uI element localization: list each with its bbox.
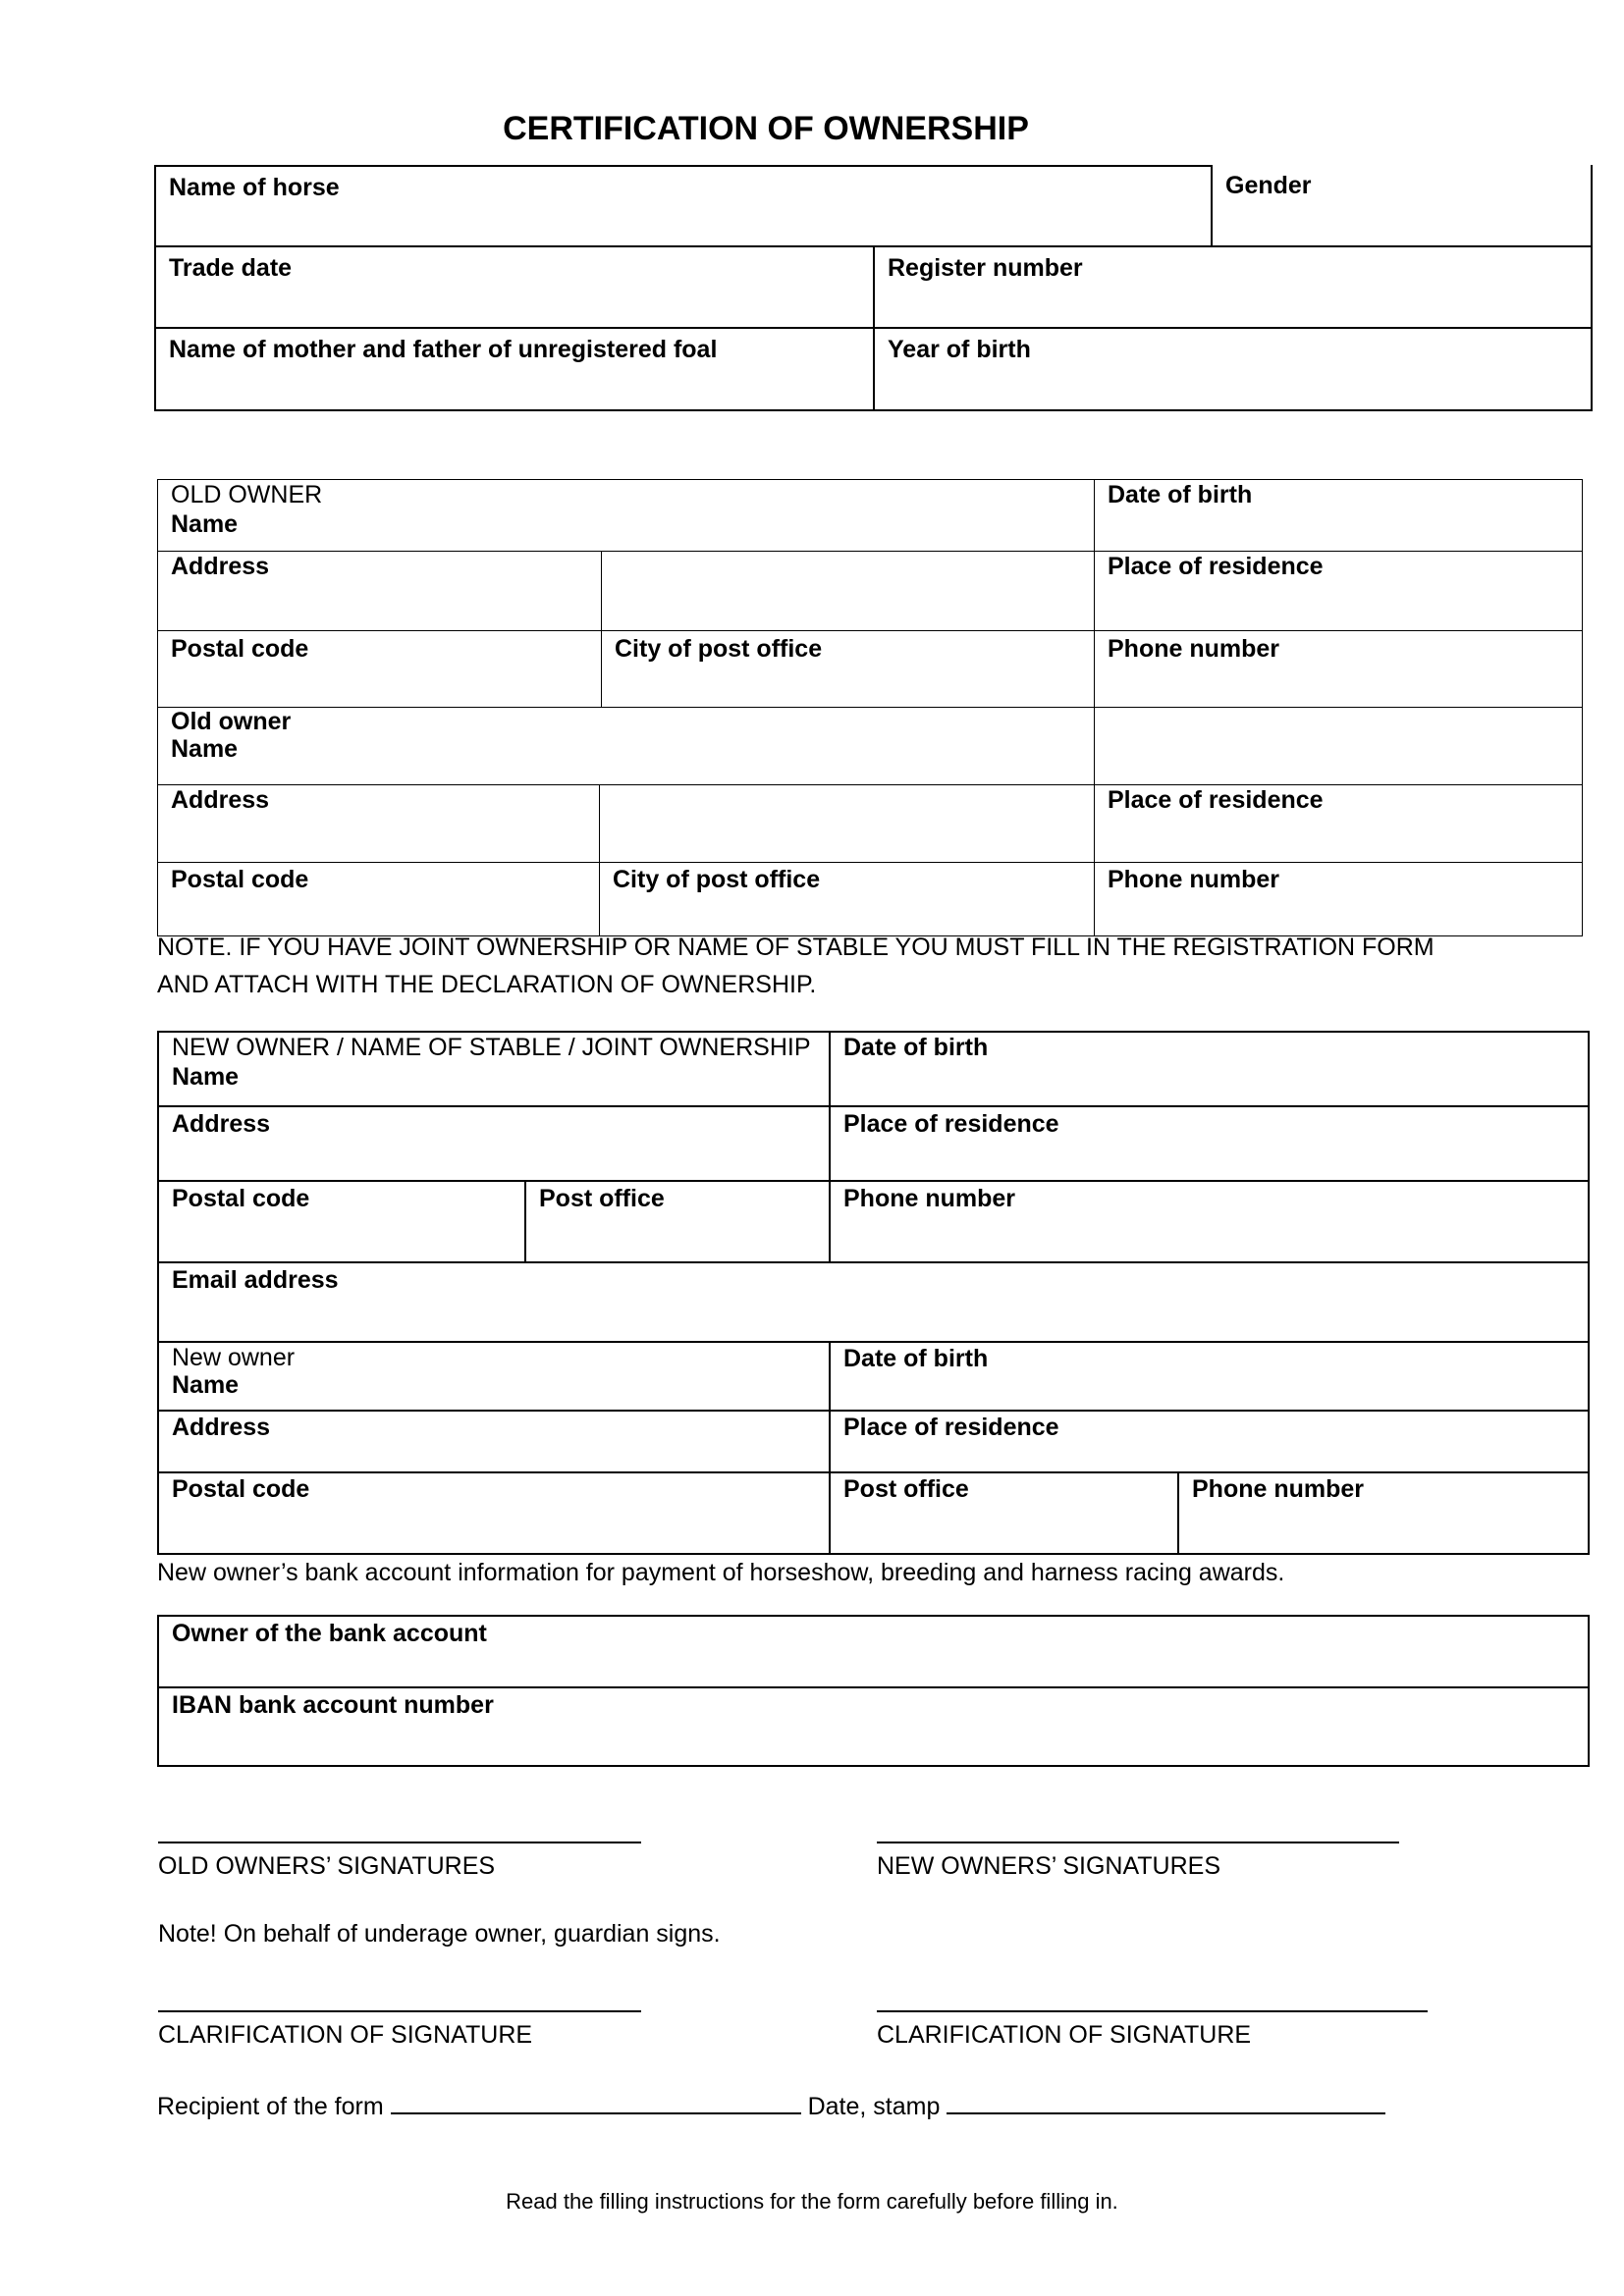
new-owner-residence-label: Place of residence <box>843 1110 1059 1138</box>
register-number-label: Register number <box>888 254 1083 282</box>
new-owner-2-dob-label: Date of birth <box>843 1345 989 1372</box>
recipient-row <box>157 2087 1385 2121</box>
old-owner-2-address-label: Address <box>171 786 270 814</box>
old-owner-2-header: Old owner <box>171 708 292 735</box>
gender-field[interactable] <box>1211 165 1593 247</box>
horse-name-field[interactable] <box>154 165 1213 247</box>
page-title: CERTIFICATION OF OWNERSHIP <box>503 110 1029 147</box>
recipient-label: Recipient of the form <box>157 2093 384 2120</box>
old-owner-2-city-field[interactable] <box>599 862 1095 936</box>
old-owner-address-label: Address <box>171 553 270 580</box>
new-owner-2-postal-field[interactable] <box>157 1471 831 1555</box>
old-owner-2-name-label: Name <box>171 735 239 763</box>
parents-field[interactable] <box>154 327 875 411</box>
footer-instructions: Read the filling instructions for the form carefully before filling in. <box>506 2189 1118 2214</box>
new-owner-2-dob-field[interactable] <box>829 1341 1590 1412</box>
new-owner-2-header: New owner <box>172 1344 296 1371</box>
old-owner-2-phone-field[interactable] <box>1094 862 1583 936</box>
new-owner-email-label: Email address <box>172 1266 339 1294</box>
old-owner-2-city-label: City of post office <box>613 866 821 893</box>
old-owner-postal-field[interactable] <box>157 630 602 708</box>
date-stamp-blank[interactable] <box>947 2087 1385 2114</box>
underage-note: Note! On behalf of underage owner, guardian signs. <box>158 1920 721 1948</box>
old-owners-signature-label: OLD OWNERS’ SIGNATURES <box>158 1852 496 1880</box>
new-owner-residence-field[interactable] <box>829 1105 1590 1182</box>
new-owner-post-office-field[interactable] <box>524 1180 831 1263</box>
old-owner-residence-label: Place of residence <box>1108 553 1324 580</box>
new-owner-2-address-label: Address <box>172 1414 271 1441</box>
new-owner-2-phone-label: Phone number <box>1192 1475 1365 1503</box>
trade-date-field[interactable] <box>154 245 875 329</box>
iban-field[interactable] <box>157 1686 1590 1767</box>
clarification-left-label: CLARIFICATION OF SIGNATURE <box>158 2021 533 2049</box>
bank-owner-label: Owner of the bank account <box>172 1620 487 1647</box>
old-owners-signature-line[interactable] <box>158 1842 641 1843</box>
joint-ownership-note-line1: NOTE. IF YOU HAVE JOINT OWNERSHIP OR NAME OF STABLE YOU MUST FILL IN THE REGISTRATION FORM <box>157 934 1435 961</box>
old-owner-2-dob-field[interactable] <box>1094 707 1583 785</box>
new-owner-2-residence-label: Place of residence <box>843 1414 1059 1441</box>
old-owner-2-phone-label: Phone number <box>1108 866 1280 893</box>
clarification-right-label: CLARIFICATION OF SIGNATURE <box>877 2021 1252 2049</box>
new-owner-postal-label: Postal code <box>172 1185 310 1212</box>
old-owner-phone-label: Phone number <box>1108 635 1280 663</box>
new-owner-2-post-office-field[interactable] <box>829 1471 1179 1555</box>
new-owner-postal-field[interactable] <box>157 1180 526 1263</box>
new-owner-2-address-field[interactable] <box>157 1410 831 1473</box>
old-owner-city-field[interactable] <box>601 630 1095 708</box>
new-owner-name-field[interactable] <box>157 1031 831 1107</box>
new-owner-2-postal-label: Postal code <box>172 1475 310 1503</box>
register-number-field[interactable] <box>873 245 1593 329</box>
new-owner-phone-label: Phone number <box>843 1185 1016 1212</box>
bank-owner-field[interactable] <box>157 1615 1590 1688</box>
new-owner-name-label: Name <box>172 1063 240 1091</box>
old-owner-dob-field[interactable] <box>1094 479 1583 552</box>
new-owner-2-name-label: Name <box>172 1371 240 1399</box>
old-owner-2-residence-label: Place of residence <box>1108 786 1324 814</box>
old-owner-dob-label: Date of birth <box>1108 481 1253 508</box>
bank-intro-text: New owner’s bank account information for payment of horseshow, breeding and harness racing awards. <box>157 1559 1285 1586</box>
new-owner-phone-field[interactable] <box>829 1180 1590 1263</box>
old-owner-2-postal-field[interactable] <box>157 862 600 936</box>
new-owner-dob-field[interactable] <box>829 1031 1590 1107</box>
recipient-blank[interactable] <box>391 2087 801 2114</box>
old-owner-address-field[interactable] <box>157 551 602 631</box>
new-owner-2-phone-field[interactable] <box>1177 1471 1590 1555</box>
new-owner-post-office-label: Post office <box>539 1185 665 1212</box>
iban-label: IBAN bank account number <box>172 1691 494 1719</box>
new-owner-address-field[interactable] <box>157 1105 831 1182</box>
old-owner-postal-label: Postal code <box>171 635 309 663</box>
old-owner-name-field[interactable] <box>157 479 1095 552</box>
old-owner-phone-field[interactable] <box>1094 630 1583 708</box>
old-owner-residence-field[interactable] <box>1094 551 1583 631</box>
old-owner-2-postal-label: Postal code <box>171 866 309 893</box>
old-owner-2-residence-field[interactable] <box>1094 784 1583 863</box>
new-owners-signature-line[interactable] <box>877 1842 1399 1843</box>
new-owner-dob-label: Date of birth <box>843 1034 989 1061</box>
new-owner-address-label: Address <box>172 1110 271 1138</box>
old-owner-address-extra-field[interactable] <box>601 551 1095 631</box>
old-owner-city-label: City of post office <box>615 635 823 663</box>
year-of-birth-label: Year of birth <box>888 336 1031 363</box>
new-owner-2-residence-field[interactable] <box>829 1410 1590 1473</box>
clarification-right-line[interactable] <box>877 2010 1428 2012</box>
horse-name-label: Name of horse <box>169 174 340 201</box>
new-owner-header: NEW OWNER / NAME OF STABLE / JOINT OWNERSHIP <box>172 1034 811 1061</box>
parents-label: Name of mother and father of unregistered foal <box>169 336 718 363</box>
old-owner-2-name-field[interactable] <box>157 707 1095 785</box>
year-of-birth-field[interactable] <box>873 327 1593 411</box>
joint-ownership-note-line2: AND ATTACH WITH THE DECLARATION OF OWNERSHIP. <box>157 971 817 998</box>
date-stamp-label: Date, stamp <box>807 2093 941 2120</box>
trade-date-label: Trade date <box>169 254 293 282</box>
old-owner-2-address-field[interactable] <box>157 784 600 863</box>
new-owner-2-post-office-label: Post office <box>843 1475 969 1503</box>
gender-label: Gender <box>1225 172 1312 199</box>
new-owner-2-name-field[interactable] <box>157 1341 831 1412</box>
new-owners-signature-label: NEW OWNERS’ SIGNATURES <box>877 1852 1221 1880</box>
clarification-left-line[interactable] <box>158 2010 641 2012</box>
new-owner-email-field[interactable] <box>157 1261 1590 1343</box>
old-owner-2-address-extra-field[interactable] <box>599 784 1095 863</box>
old-owner-header: OLD OWNER <box>171 481 323 508</box>
old-owner-name-label: Name <box>171 510 239 538</box>
